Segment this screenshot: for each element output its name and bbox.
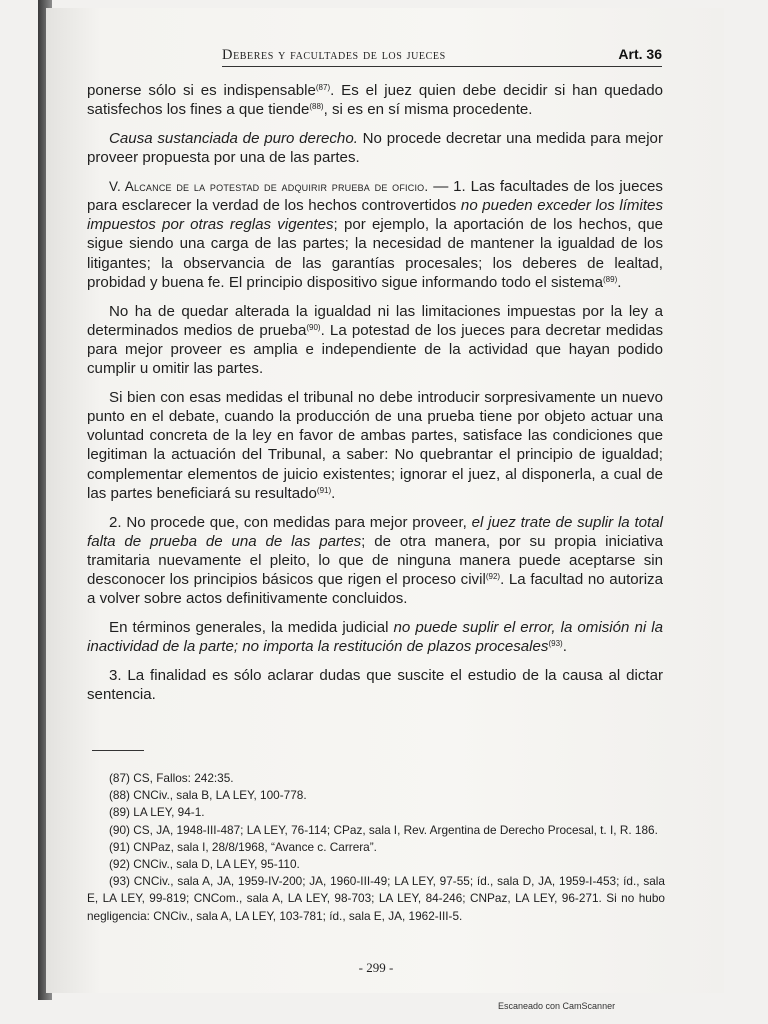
text-run: .	[562, 638, 567, 656]
text-run: En términos generales, la medida judicial	[109, 619, 394, 637]
footnote-separator	[92, 750, 144, 751]
paragraph	[87, 129, 663, 167]
text-run: ; de otra manera, por su propia iniciativa tramitaria nuevamente el pleito, lo que de ninguna manera puede aceptarse sin desconocer los principios básicos que rigen el proceso civil	[87, 532, 663, 589]
text-run: ; por ejemplo, la aportación de los hechos, que sigue siendo una carga de las partes; la necesidad de mantener la igualdad de los litigantes; la observancia de las garantías procesales; los deberes de lealtad, probidad y buena fe. El principio dispositivo sigue informando todo el sistema	[87, 216, 663, 291]
text-run: , si es en sí misma procedente.	[323, 101, 533, 119]
text-run: . La facultad no autoriza a volver sobre actos definitivamente concluidos.	[87, 571, 663, 608]
text-run: Si bien con esas medidas el tribunal no debe introducir sorpresivamente un nuevo punto en el debate, cuando la producción de una prueba tiene por objeto actuar una voluntad concreta de la ley en favor de ambas partes, satisface las condiciones que legitiman la actuación del Tribunal, a saber: No quebrantar el principio de igualdad; complementar elementos de juicio existentes; ignorar el juez, al disponerla, a cual de las partes beneficiará su resultado	[87, 388, 663, 502]
text-run: 3. La finalidad es sólo aclarar dudas que suscite el estudio de la causa al dictar sentencia.	[87, 666, 663, 704]
italic-text: Causa sustanciada de puro derecho.	[109, 129, 358, 147]
text-run: . La potestad de los jueces para decretar medidas para mejor proveer es amplia e independiente de la actividad que hayan podido cumplir u omitir las partes.	[87, 321, 663, 378]
paragraph	[87, 513, 663, 609]
scanner-watermark: Escaneado con CamScanner	[498, 1001, 616, 1011]
paragraph	[87, 81, 663, 119]
text-run: — 1. Las facultades de los jueces para esclarecer la verdad de los hechos controvertidos	[87, 177, 663, 215]
article-number: Art. 36	[618, 46, 662, 62]
footnote: (93) CNCiv., sala A, JA, 1959-IV-200; JA, 1960-III-49; LA LEY, 97-55; íd., sala D, JA, 1959-I-453; íd., sala E, LA LEY, 99-819; CNCom., sala A, LA LEY, 98-703; LA LEY, 84-246; CNPaz, LA LEY, 96-271. Si no hubo negligencia: CNCiv., sala A, LA LEY, 103-781; íd., sala E, JA, 1962-III-5.	[87, 874, 665, 923]
footnote: (91) CNPaz, sala I, 28/8/1968, “Avance c. Carrera”.	[109, 839, 377, 854]
text-run: .	[617, 273, 622, 291]
paragraph	[87, 388, 663, 503]
section-heading: V. Alcance de la potestad de adquirir prueba de oficio.	[109, 178, 429, 194]
page-number: - 299 -	[358, 960, 394, 975]
running-head-title: Deberes y facultades de los jueces	[222, 47, 446, 63]
footnote-ref: (90)	[306, 322, 321, 332]
text-run: 2. No procede que, con medidas para mejor proveer,	[109, 513, 472, 531]
footnote-ref: (89)	[603, 274, 618, 284]
text-run: . Es el juez quien debe decidir si han quedado satisfechos los fines a que tiende	[87, 82, 663, 119]
paragraph	[87, 618, 663, 656]
paragraph	[87, 666, 663, 704]
footnote-ref: (93)	[548, 639, 563, 649]
book-page	[46, 8, 724, 993]
footnote-ref: (88)	[309, 102, 324, 112]
footnote: (87) CS, Fallos: 242:35.	[109, 771, 234, 785]
text-run: ponerse sólo si es indispensable	[87, 82, 316, 99]
main-text	[87, 81, 663, 714]
text-run: No ha de quedar alterada la igualdad ni las limitaciones impuestas por la ley a determinados medios de prueba	[87, 302, 663, 339]
footnote-ref: (91)	[316, 485, 332, 495]
footnote: (89) LA LEY, 94-1.	[109, 805, 205, 820]
footnote: (88) CNCiv., sala B, LA LEY, 100-778.	[109, 788, 307, 803]
footnote: (90) CS, JA, 1948-III-487; LA LEY, 76-114; CPaz, sala I, Rev. Argentina de Derecho Procesal, t. I, R. 186.	[109, 822, 658, 837]
italic-text: no pueden exceder los límites impuestos por otras reglas vigentes	[87, 197, 663, 234]
footnotes	[87, 770, 665, 925]
running-head	[222, 46, 662, 67]
footnote-ref: (92)	[485, 572, 501, 582]
footnote: (92) CNCiv., sala D, LA LEY, 95-110.	[109, 857, 300, 872]
paragraph	[87, 302, 663, 379]
text-run: .	[331, 484, 336, 502]
italic-text: el juez trate de suplir la total falta de prueba de una de las partes	[87, 513, 663, 550]
footnote-ref: (87)	[315, 83, 331, 92]
italic-text: no puede suplir el error, la omisión ni la inactividad de la parte; no importa la restitución de plazos procesales	[87, 619, 663, 656]
paragraph	[87, 177, 663, 292]
text-run: No procede decretar una medida para mejor proveer propuesta por una de las partes.	[87, 129, 663, 167]
